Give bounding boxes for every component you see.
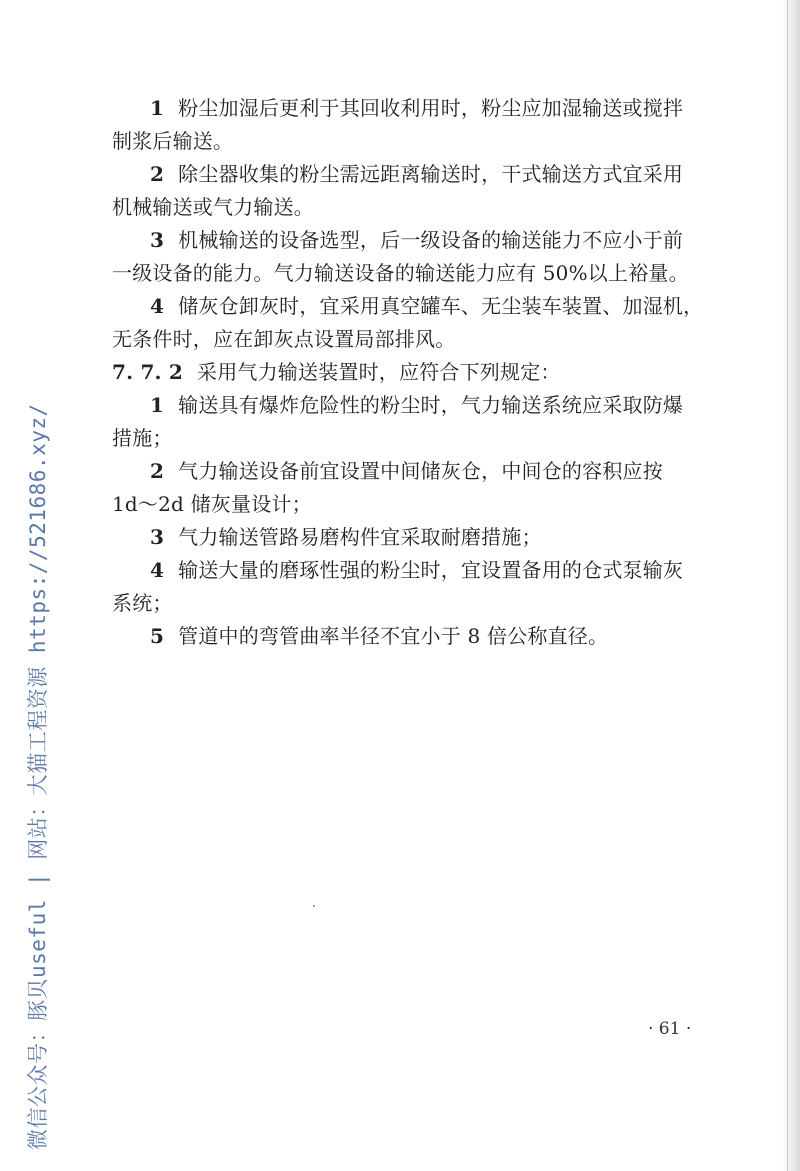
paragraph-1-continued: 制浆后输送。 [112, 129, 234, 153]
paragraph-text: 粉尘加湿后更利于其回收利用时，粉尘应加湿输送或搅拌 [178, 96, 684, 120]
item-number: 1 [150, 393, 165, 417]
page-edge-shadow [782, 0, 800, 1171]
item-3 [112, 521, 712, 554]
paragraph-number: 2 [150, 162, 165, 186]
paragraph-1 [112, 92, 712, 125]
item-text: 气力输送设备前宜设置中间储灰仓，中间仓的容积应按 [178, 459, 663, 483]
paragraph-4-continued: 无条件时，应在卸灰点设置局部排风。 [112, 327, 456, 351]
paragraph-3 [112, 224, 712, 257]
paragraph-4 [112, 290, 712, 323]
item-number: 4 [150, 558, 165, 582]
paragraph-text: 机械输送的设备选型，后一级设备的输送能力不应小于前 [178, 228, 684, 252]
item-text: 输送大量的磨琢性强的粉尘时，宜设置备用的仓式泵输灰 [178, 558, 684, 582]
item-1-continued: 措施； [112, 426, 173, 450]
clause-number: 7. 7. 2 [112, 360, 183, 384]
scan-speck [313, 905, 315, 907]
item-2 [112, 455, 712, 488]
item-5 [112, 620, 712, 653]
page-content [112, 92, 712, 653]
paragraph-number: 4 [150, 294, 165, 318]
paragraph-number: 1 [150, 96, 165, 120]
item-4-continued: 系统； [112, 591, 173, 615]
item-number: 2 [150, 459, 165, 483]
page-edge-line [787, 0, 788, 1171]
paragraph-text: 储灰仓卸灰时，宜采用真空罐车、无尘装车装置、加湿机， [178, 294, 704, 318]
watermark-text: 微信公众号：豚贝useful | 网站：大猫工程资源 https://521686.xyz/ [26, 403, 50, 1150]
item-text: 管道中的弯管曲率半径不宜小于 8 倍公称直径。 [178, 624, 609, 648]
paragraph-text: 除尘器收集的粉尘需远距离输送时，干式输送方式宜采用 [178, 162, 684, 186]
item-1 [112, 389, 712, 422]
item-4 [112, 554, 712, 587]
item-number: 3 [150, 525, 165, 549]
item-number: 5 [150, 624, 165, 648]
item-text: 输送具有爆炸危险性的粉尘时，气力输送系统应采取防爆 [178, 393, 684, 417]
paragraph-2-continued: 机械输送或气力输送。 [112, 195, 314, 219]
paragraph-3-continued: 一级设备的能力。气力输送设备的输送能力应有 50%以上裕量。 [112, 261, 689, 285]
paragraph-number: 3 [150, 228, 165, 252]
clause-heading [112, 356, 712, 389]
clause-text: 采用气力输送装置时，应符合下列规定： [197, 360, 561, 384]
page-number: · 61 · [648, 1019, 692, 1039]
item-2-continued: 1d～2d 储灰量设计； [112, 492, 312, 516]
item-text: 气力输送管路易磨构件宜采取耐磨措施； [178, 525, 542, 549]
paragraph-2 [112, 158, 712, 191]
